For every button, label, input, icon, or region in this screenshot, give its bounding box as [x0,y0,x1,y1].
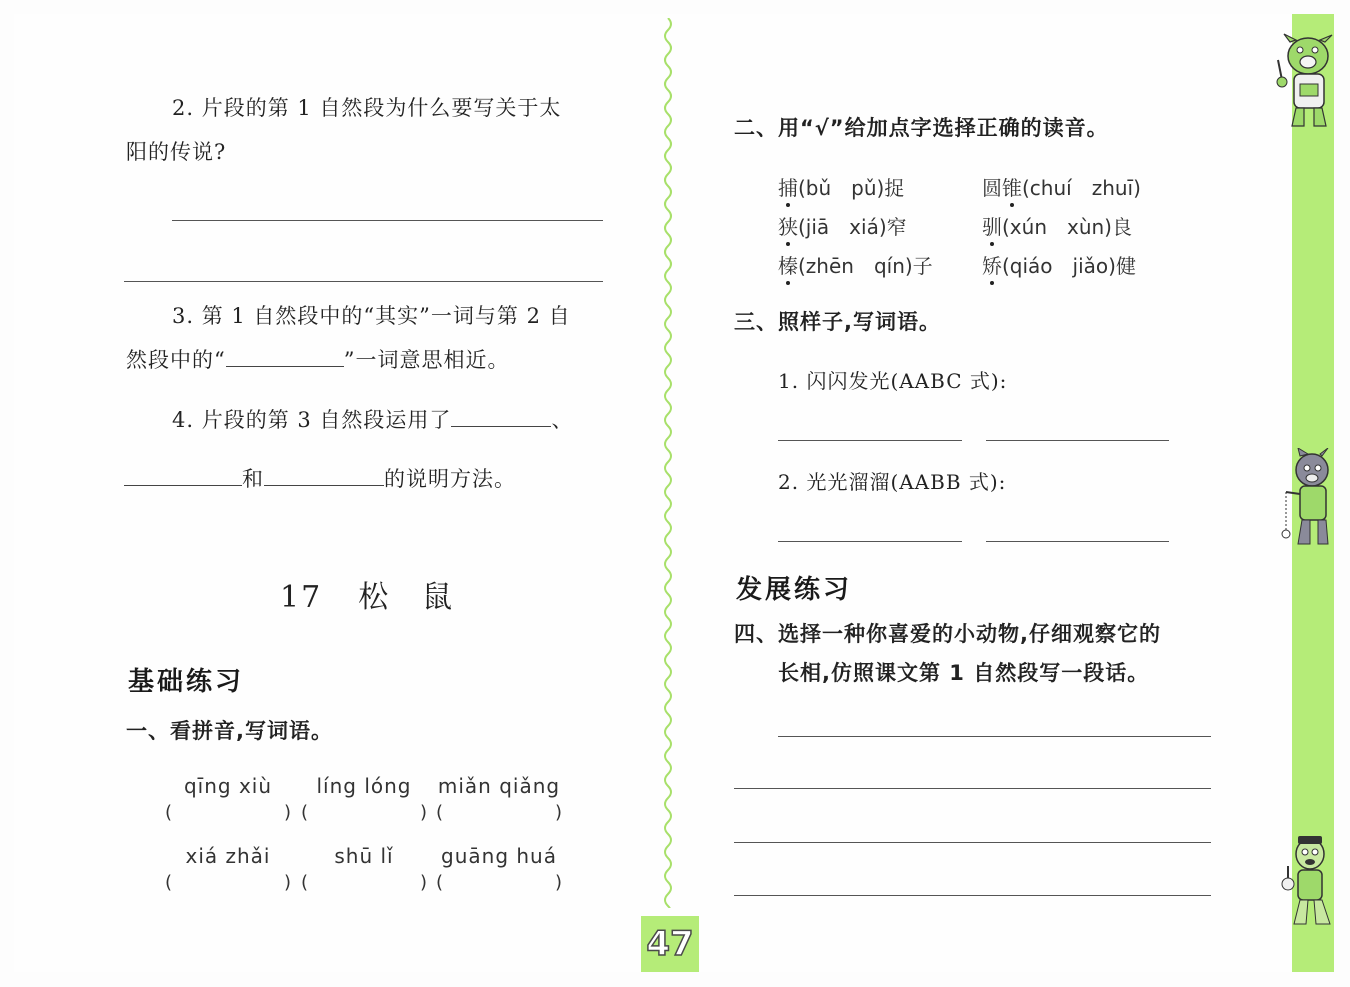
question-4-text-a: 4. 片段的第 3 自然段运用了 [172,408,452,432]
fill-blank[interactable] [451,407,551,427]
exercise-1-title: 一、看拼音,写词语。 [126,719,333,743]
answer-box[interactable]: ( ) [436,802,562,823]
dotted-char: 捕 [778,172,798,201]
dotted-char: 矫 [982,250,1002,279]
dog-mascot-icon [1276,832,1340,932]
writing-line[interactable] [778,736,1211,737]
pinyin-text: guāng huá [441,844,557,868]
writing-line[interactable] [734,895,1211,896]
reading-choice[interactable]: 捕(bǔ pǔ)捉 [778,172,904,201]
pinyin-item [299,774,429,823]
dotted-char: 锥 [1002,172,1022,201]
reading-choice[interactable]: 矫(qiáo jiǎo)健 [982,250,1136,279]
reading-choice[interactable]: 圆锥(chuí zhuī) [982,172,1141,201]
pig-mascot-icon [1270,30,1340,130]
lesson-title [280,572,454,616]
fill-blank[interactable] [264,466,384,486]
fill-blank[interactable] [124,466,242,486]
pinyin-item [163,774,293,823]
exercise-3-item-1: 1. 闪闪发光(AABC 式): [778,369,1008,393]
answer-box[interactable]: ( ) [165,872,291,893]
pinyin-item [434,774,564,823]
exercise-2-title: 二、用“√”给加点字选择正确的读音。 [734,116,1109,140]
answer-line[interactable] [124,281,603,282]
reading-choice[interactable]: 榛(zhēn qín)子 [778,250,933,279]
answer-line[interactable] [778,440,962,441]
question-4-text-b: 、 [551,408,574,432]
dotted-char: 驯 [982,211,1002,240]
answer-line[interactable] [778,541,962,542]
dotted-char: 狭 [778,211,798,240]
writing-line[interactable] [734,842,1211,843]
wolf-mascot-icon [1276,448,1340,552]
question-4-line-1 [172,404,573,434]
pinyin-text: shū lǐ [334,844,394,868]
pinyin-item [299,844,429,893]
answer-box[interactable]: ( ) [301,872,427,893]
page-number-badge [641,916,699,972]
pinyin-item [163,844,293,893]
question-4-line-2 [124,463,516,493]
exercise-3-item-2: 2. 光光溜溜(AABB 式): [778,470,1007,494]
question-4-text-d: 的说明方法。 [384,467,516,491]
exercise-3-title: 三、照样子,写词语。 [734,310,941,334]
center-divider [660,18,676,908]
answer-line[interactable] [986,440,1169,441]
question-3-line-1: 3. 第 1 自然段中的“其实”一词与第 2 自 [172,304,571,328]
reading-choice[interactable]: 驯(xún xùn)良 [982,211,1132,240]
answer-box[interactable]: ( ) [301,802,427,823]
pinyin-text: qīng xiù [183,774,273,798]
pinyin-text: líng lóng [316,774,412,798]
development-practice-heading: 发展练习 [736,575,853,605]
writing-line[interactable] [734,788,1211,789]
question-3-text-a: 然段中的“ [126,348,226,372]
pinyin-item [434,844,564,893]
reading-choice[interactable]: 狭(jiā xiá)窄 [778,211,907,240]
lesson-name: 松 鼠 [358,580,455,615]
pinyin-text: xiá zhǎi [185,844,271,868]
question-2-line-2: 阳的传说? [126,140,227,164]
lesson-number: 17 [280,580,323,615]
question-3-line-2 [126,344,510,374]
page-number: 47 [646,924,694,964]
answer-line[interactable] [172,220,603,221]
question-3-text-b: ”一词意思相近。 [343,348,510,372]
dotted-char: 榛 [778,250,798,279]
basic-practice-heading: 基础练习 [128,667,245,697]
answer-box[interactable]: ( ) [436,872,562,893]
question-4-text-c: 和 [242,467,264,491]
answer-box[interactable]: ( ) [165,802,291,823]
exercise-4-line-2: 长相,仿照课文第 1 自然段写一段话。 [778,661,1150,685]
question-2-line-1: 2. 片段的第 1 自然段为什么要写关于太 [172,96,562,120]
exercise-4-line-1: 四、选择一种你喜爱的小动物,仔细观察它的 [734,622,1161,646]
pinyin-text: miǎn qiǎng [437,774,561,798]
fill-blank[interactable] [226,347,344,367]
answer-line[interactable] [986,541,1169,542]
